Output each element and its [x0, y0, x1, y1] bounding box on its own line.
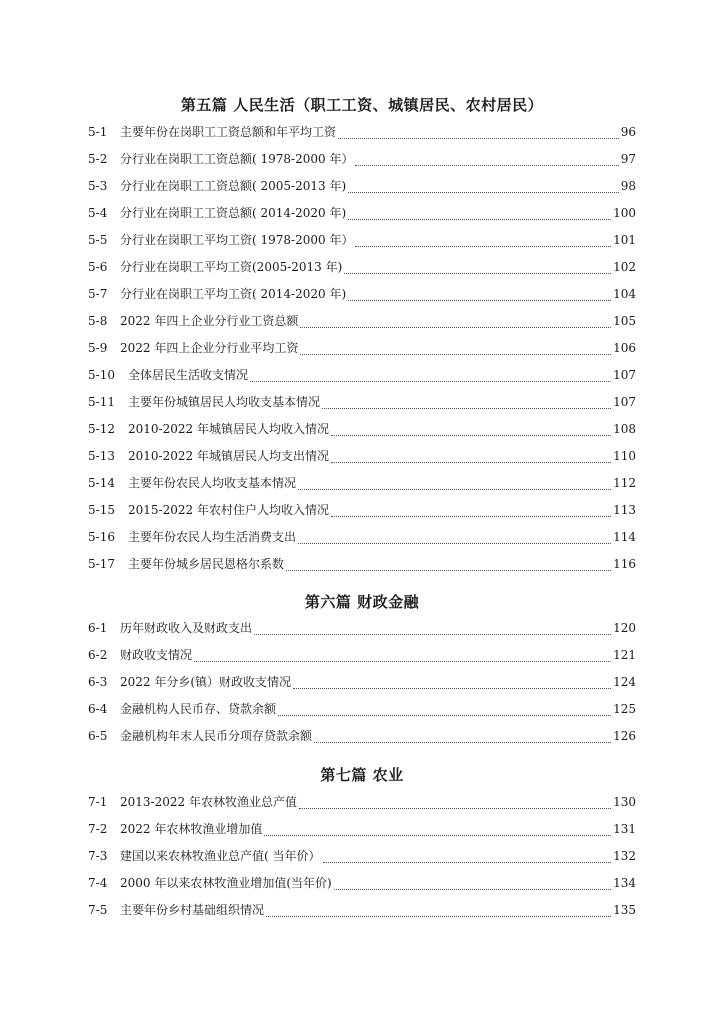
- entry-page: 121: [613, 648, 636, 662]
- entry-page: 135: [613, 903, 636, 917]
- entry-number: 5-15: [88, 503, 115, 517]
- entry-number: 5-1: [88, 125, 108, 139]
- entry-title: 金融机构人民币存、贷款余额: [120, 702, 277, 716]
- entry-number: 7-3: [88, 849, 108, 863]
- toc-entry[interactable]: [88, 497, 636, 524]
- entry-page: 104: [613, 287, 636, 301]
- toc-entry[interactable]: [88, 870, 636, 897]
- dot-leader: [348, 299, 611, 301]
- entry-number: 6-3: [88, 675, 108, 689]
- toc-list-7: [88, 789, 636, 924]
- entry-page: 116: [613, 557, 636, 571]
- entry-page: 124: [613, 675, 636, 689]
- dot-leader: [299, 807, 611, 809]
- toc-entry[interactable]: [88, 470, 636, 497]
- entry-number: 5-8: [88, 314, 108, 328]
- entry-number: 6-4: [88, 702, 108, 716]
- toc-entry[interactable]: [88, 723, 636, 750]
- entry-title: 历年财政收入及财政支出: [120, 621, 253, 635]
- entry-title: 财政收支情况: [120, 648, 193, 662]
- toc-entry[interactable]: [88, 227, 636, 254]
- toc-entry[interactable]: [88, 281, 636, 308]
- entry-number: 5-12: [88, 422, 115, 436]
- entry-page: 107: [613, 395, 636, 409]
- entry-number: 5-6: [88, 260, 108, 274]
- entry-number: 5-7: [88, 287, 108, 301]
- entry-title: 建国以来农林牧渔业总产值( 当年价）: [120, 849, 321, 863]
- dot-leader: [250, 380, 611, 382]
- dot-leader: [344, 272, 611, 274]
- toc-entry[interactable]: [88, 362, 636, 389]
- entry-page: 114: [613, 530, 636, 544]
- entry-number: 6-5: [88, 729, 108, 743]
- toc-list-6: [88, 615, 636, 750]
- toc-entry[interactable]: [88, 335, 636, 362]
- entry-title: 2010-2022 年城镇居民人均收入情况: [128, 422, 329, 436]
- entry-title: 主要年份农民人均收支基本情况: [128, 476, 297, 490]
- toc-entry[interactable]: [88, 551, 636, 578]
- entry-page: 120: [613, 621, 636, 635]
- dot-leader: [331, 515, 611, 517]
- dot-leader: [266, 915, 611, 917]
- dot-leader: [348, 218, 611, 220]
- toc-entry[interactable]: [88, 173, 636, 200]
- toc-entry[interactable]: [88, 696, 636, 723]
- dot-leader: [293, 687, 611, 689]
- entry-number: 5-13: [88, 449, 115, 463]
- entry-title: 主要年份在岗职工工资总额和年平均工资: [120, 125, 337, 139]
- entry-title: 分行业在岗职工工资总额( 2014-2020 年): [120, 206, 347, 220]
- entry-title: 金融机构年末人民币分项存贷款余额: [120, 729, 313, 743]
- entry-title: 分行业在岗职工平均工资( 2014-2020 年): [120, 287, 347, 301]
- entry-number: 5-5: [88, 233, 108, 247]
- dot-leader: [331, 434, 611, 436]
- entry-number: 7-4: [88, 876, 108, 890]
- entry-page: 134: [613, 876, 636, 890]
- entry-title: 主要年份城乡居民恩格尔系数: [128, 557, 285, 571]
- entry-page: 125: [613, 702, 636, 716]
- entry-title: 2022 年四上企业分行业工资总额: [120, 314, 299, 328]
- toc-entry[interactable]: [88, 119, 636, 146]
- toc-entry[interactable]: [88, 443, 636, 470]
- entry-title: 2013-2022 年农林牧渔业总产值: [120, 795, 297, 809]
- toc-entry[interactable]: [88, 146, 636, 173]
- entry-title: 分行业在岗职工工资总额( 2005-2013 年): [120, 179, 347, 193]
- toc-section-5: [88, 94, 636, 116]
- entry-page: 105: [613, 314, 636, 328]
- dot-leader: [298, 542, 611, 544]
- entry-title: 分行业在岗职工平均工资( 1978-2000 年）: [120, 233, 354, 247]
- entry-number: 5-14: [88, 476, 115, 490]
- entry-title: 主要年份乡村基础组织情况: [120, 903, 265, 917]
- section-title-6: 第六篇 财政金融: [304, 593, 420, 611]
- dot-leader: [355, 164, 618, 166]
- toc-entry[interactable]: [88, 308, 636, 335]
- entry-number: 5-17: [88, 557, 115, 571]
- entry-number: 5-2: [88, 152, 108, 166]
- entry-page: 98: [620, 179, 636, 193]
- entry-page: 110: [613, 449, 636, 463]
- entry-number: 5-11: [88, 395, 115, 409]
- toc-list-5: [88, 119, 636, 578]
- dot-leader: [264, 834, 611, 836]
- toc-section-6: [88, 591, 636, 613]
- dot-leader: [298, 488, 611, 490]
- entry-number: 5-10: [88, 368, 115, 382]
- entry-page: 102: [613, 260, 636, 274]
- section-title-7: 第七篇 农业: [320, 766, 404, 784]
- entry-title: 2022 年分乡(镇）财政收支情况: [120, 675, 292, 689]
- entry-page: 132: [613, 849, 636, 863]
- entry-title: 2022 年四上企业分行业平均工资: [120, 341, 299, 355]
- entry-number: 6-1: [88, 621, 108, 635]
- entry-page: 107: [613, 368, 636, 382]
- entry-title: 分行业在岗职工平均工资(2005-2013 年): [120, 260, 343, 274]
- toc-entry[interactable]: [88, 897, 636, 924]
- toc-entry[interactable]: [88, 254, 636, 281]
- dot-leader: [348, 191, 619, 193]
- dot-leader: [194, 660, 611, 662]
- toc-entry[interactable]: [88, 642, 636, 669]
- section-title-5: 第五篇 人民生活（职工工资、城镇居民、农村居民）: [180, 96, 544, 114]
- toc-entry[interactable]: [88, 843, 636, 870]
- entry-title: 2010-2022 年城镇居民人均支出情况: [128, 449, 329, 463]
- entry-title: 主要年份城镇居民人均收支基本情况: [128, 395, 321, 409]
- entry-page: 113: [613, 503, 636, 517]
- toc-section-7: [88, 764, 636, 786]
- dot-leader: [323, 861, 612, 863]
- toc-entry[interactable]: [88, 200, 636, 227]
- dot-leader: [254, 633, 611, 635]
- toc-entry[interactable]: [88, 789, 636, 816]
- entry-title: 主要年份农民人均生活消费支出: [128, 530, 297, 544]
- entry-number: 7-2: [88, 822, 108, 836]
- entry-title: 全体居民生活收支情况: [128, 368, 249, 382]
- entry-title: 分行业在岗职工工资总额( 1978-2000 年）: [120, 152, 354, 166]
- entry-page: 100: [613, 206, 636, 220]
- toc-entry[interactable]: [88, 524, 636, 551]
- entry-number: 6-2: [88, 648, 108, 662]
- toc-entry[interactable]: [88, 669, 636, 696]
- dot-leader: [334, 888, 611, 890]
- dot-leader: [278, 714, 611, 716]
- toc-entry[interactable]: [88, 816, 636, 843]
- entry-title: 2022 年农林牧渔业增加值: [120, 822, 263, 836]
- entry-number: 5-16: [88, 530, 115, 544]
- entry-title: 2000 年以来农林牧渔业增加值(当年价): [120, 876, 332, 890]
- dot-leader: [355, 245, 611, 247]
- toc-entry[interactable]: [88, 416, 636, 443]
- entry-page: 101: [613, 233, 636, 247]
- toc-entry[interactable]: [88, 615, 636, 642]
- entry-page: 97: [620, 152, 636, 166]
- entry-number: 5-4: [88, 206, 108, 220]
- dot-leader: [338, 137, 619, 139]
- dot-leader: [286, 569, 611, 571]
- entry-page: 112: [613, 476, 636, 490]
- dot-leader: [314, 741, 611, 743]
- entry-page: 126: [613, 729, 636, 743]
- entry-title: 2015-2022 年农村住户人均收入情况: [128, 503, 329, 517]
- entry-number: 5-9: [88, 341, 108, 355]
- entry-number: 7-5: [88, 903, 108, 917]
- dot-leader: [322, 407, 611, 409]
- entry-page: 96: [620, 125, 636, 139]
- dot-leader: [331, 461, 611, 463]
- entry-page: 131: [613, 822, 636, 836]
- dot-leader: [300, 326, 611, 328]
- dot-leader: [300, 353, 611, 355]
- entry-page: 130: [613, 795, 636, 809]
- entry-number: 5-3: [88, 179, 108, 193]
- entry-page: 106: [613, 341, 636, 355]
- entry-page: 108: [613, 422, 636, 436]
- toc-entry[interactable]: [88, 389, 636, 416]
- entry-number: 7-1: [88, 795, 108, 809]
